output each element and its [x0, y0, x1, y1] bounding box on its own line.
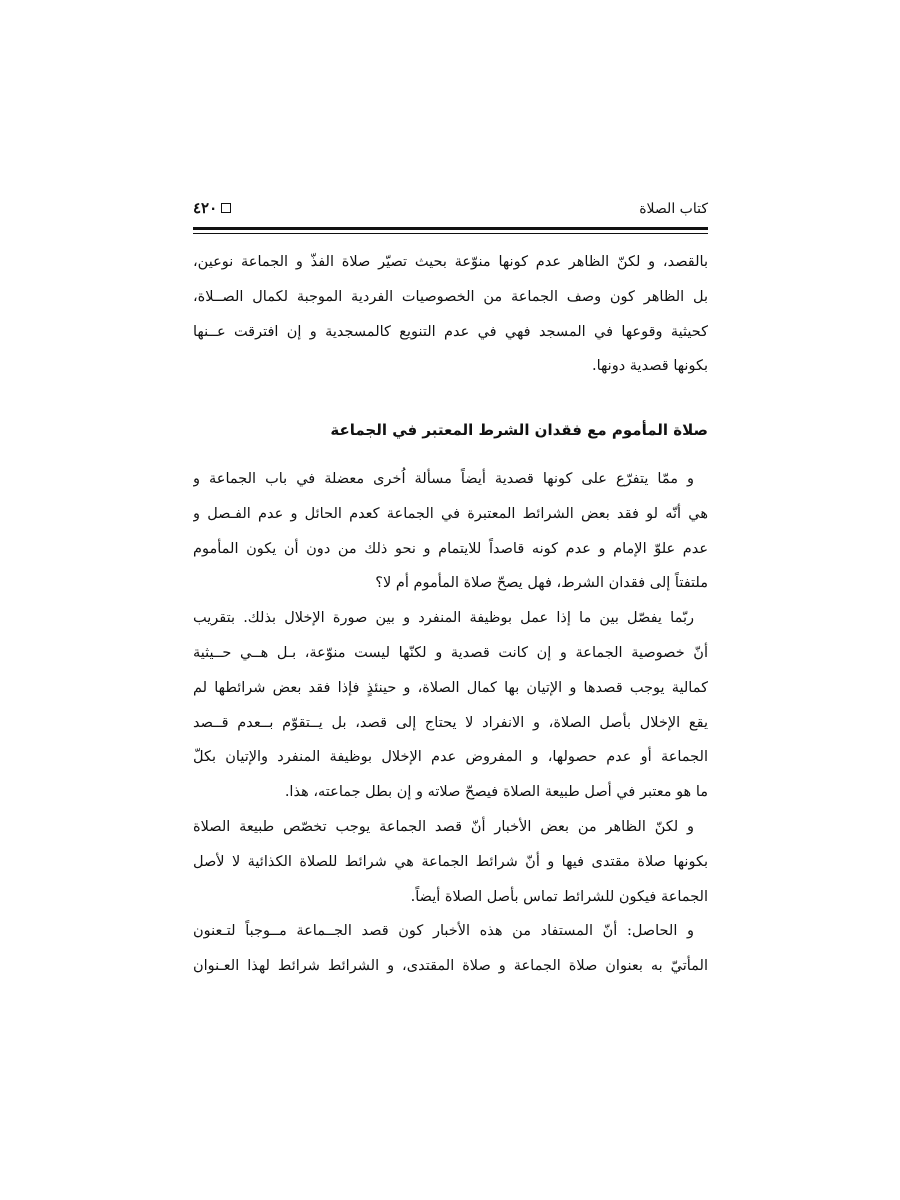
- text-line: بكونها قصدية دونها.: [591, 358, 708, 375]
- running-title: كتاب الصلاة: [639, 201, 708, 217]
- text-line: أنّ خصوصية الجماعة و إن كانت قصدية و لكنّها ليست منوّعة، بـل هــي حــيثية: [193, 644, 708, 661]
- square-box-icon: [221, 203, 231, 213]
- text-line: المأتيّ به بعنوان صلاة الجماعة و صلاة المقتدى، و الشرائط شرائط لهذا العـنوان: [193, 958, 708, 975]
- page-number-group: [193, 197, 231, 219]
- text-line: يقع الإخلال بأصل الصلاة، و الانفراد لا يحتاج إلى قصد، بل يــتقوّم بــعدم قــصد: [193, 714, 708, 731]
- text-line: الجماعة فيكون للشرائط تماس بأصل الصلاة أيضاً.: [410, 888, 708, 905]
- text-line: عدم علوّ الإمام و عدم كونه قاصداً للايتمام و نحو ذلك من دون أن يكون المأموم: [193, 540, 708, 557]
- intro-paragraph: [193, 245, 708, 384]
- text-line: ملتفتاً إلى فقدان الشرط، فهل يصحّ صلاة المأموم أم لا؟: [375, 575, 708, 592]
- text-line: و ممّا يتفرّع على كونها قصدية أيضاً مسألة اُخرى معضلة في باب الجماعة و: [193, 471, 694, 487]
- header-rule-thick: [193, 227, 708, 230]
- page-number: ٤٢٠: [193, 199, 218, 217]
- text-line: كحيثية وقوعها في المسجد فهي في عدم التنويع كالمسجدية و إن افترقت عــنها: [193, 323, 708, 340]
- text-line: و لكنّ الظاهر من بعض الأخبار أنّ قصد الجماعة يوجب تخصّص طبيعة الصلاة: [193, 818, 694, 835]
- section-heading: صلاة المأموم مع فقدان الشرط المعتبر في الجماعة: [330, 421, 708, 439]
- text-line: كمالية يوجب قصدها و الإتيان بها كمال الصلاة، و حينئذٍ فإذا فقد بعض شرائطها لم: [193, 679, 708, 696]
- page-header: [193, 197, 708, 223]
- text-line: بل الظاهر كون وصف الجماعة من الخصوصيات الفردية الموجبة لكمال الصــلاة،: [193, 288, 708, 305]
- text-line: الجماعة أو عدم حصولها، و المفروض عدم الإخلال بوظيفة المنفرد والإتيان بكلّ: [193, 749, 708, 766]
- text-line: بكونها صلاة مقتدى فيها و أنّ شرائط الجماعة هي شرائط للصلاة الكذائية لا لأصل: [193, 853, 708, 870]
- text-line: و الحاصل: أنّ المستفاد من هذه الأخبار كون قصد الجــماعة مــوجباً لتـعنون: [193, 923, 694, 940]
- text-line: ربّما يفصّل بين ما إذا عمل بوظيفة المنفرد و بين صورة الإخلال بذلك. بتقريب: [193, 610, 694, 627]
- text-line: هي أنّه لو فقد بعض الشرائط المعتبرة في الجماعة كعدم الحائل و عدم الفـصل و: [193, 505, 708, 522]
- header-rule-thin: [193, 233, 708, 234]
- text-line: بالقصد، و لكنّ الظاهر عدم كونها منوّعة بحيث تصيّر صلاة الفذّ و الجماعة نوعين،: [193, 254, 708, 270]
- text-line: ما هو معتبر في أصل طبيعة الصلاة فيصحّ صلاته و إن بطل جماعته، هذا.: [284, 784, 708, 801]
- section-body: [193, 462, 708, 984]
